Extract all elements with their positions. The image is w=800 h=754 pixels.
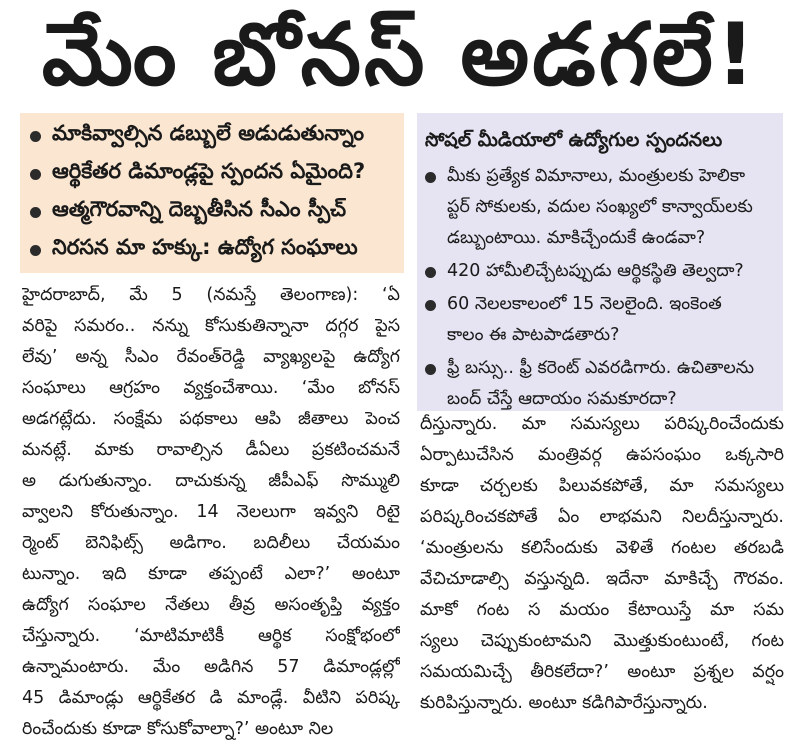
- bullet-icon: [30, 131, 41, 142]
- article-line: కూడా చర్చలకు పిలువకపోతే, మా సమస్యలు: [420, 476, 784, 496]
- article-line: 45 డిమాండ్లు ఆర్థికేతర డి మాండ్లే. వీటిని పరిష్క: [22, 688, 400, 708]
- article-line: టున్నాం. ఇది కూడా తప్పంటే ఎలా?’ అంటూ: [22, 564, 400, 584]
- article-line: సమయమిచ్చే తీరికలేదా?’ అంటూ ప్రశ్నల వర్షం: [420, 662, 784, 682]
- article-line: కురిపిస్తున్నారు. అంటూ కడిగిపారేస్తున్నారు.: [420, 693, 708, 713]
- article-line: సంఘాలు ఆగ్రహం వ్యక్తంచేశాయి. ‘మేం బోనస్: [22, 378, 400, 398]
- highlight-item: [30, 155, 394, 193]
- article-line: ఉన్నామంటారు. మేం అడిగిన 57 డిమాండ్లల్లో: [22, 657, 400, 677]
- article-line: చేస్తున్నారు. ‘మాటిమాటికీ ఆర్థిక సంక్షోభంలో: [22, 626, 400, 646]
- article-line: వేచిచూడాల్సి వస్తున్నది. ఇదేనా మాకిచ్చే గౌరవం.: [420, 569, 784, 589]
- social-box-title: సోషల్ మీడియాలో ఉద్యోగుల స్పందనలు: [425, 129, 723, 151]
- article-line: మాకో గంట స మయం కేటాయిస్తే మా సమ: [420, 600, 784, 620]
- bullet-icon: [425, 364, 436, 375]
- social-media-box: [417, 113, 783, 411]
- bullet-icon: [30, 245, 41, 256]
- social-item-line: 60 నెలలకాలంలో 15 నెలలైంది. ఇంకెంత: [447, 294, 722, 314]
- article-line: దీస్తున్నారు. మా సమస్యలు పరిష్కరించేందుకు: [420, 414, 784, 434]
- article-line: అడగట్లేదు. సంక్షేమ పథకాలు ఆపి జీతాలు పెంచ: [22, 409, 400, 429]
- highlight-text: నిరసన మా హక్కు: ఉద్యోగ సంఘాలు: [52, 235, 358, 259]
- social-item: [425, 161, 775, 254]
- bullet-icon: [425, 300, 436, 311]
- article-line: ఉద్యోగ సంఘాల నేతలు తీవ్ర అసంతృప్తి వ్యక్తం: [22, 595, 400, 615]
- article-line: ఏర్పాటుచేసిన మంత్రివర్గ ఉపసంఘం ఒక్కసారి: [420, 445, 784, 465]
- article-line: లేవు’ అన్న సీఎం రేవంత్‌రెడ్డి వ్యాఖ్యలపై ఉద్యోగ: [22, 347, 400, 367]
- article-line: ర్మెంట్ బెనిఫిట్స్ అడిగాం. బదిలీలు చేయమం: [22, 533, 400, 553]
- bullet-icon: [30, 169, 41, 180]
- social-item: [425, 353, 775, 415]
- article-line: ‘మంత్రులను కలిసేందుకు వెళితే గంటల తరబడి: [420, 538, 784, 558]
- highlight-text: ఆత్మగౌరవాన్ని దెబ్బతీసిన సీఎం స్పీచ్: [52, 197, 347, 221]
- highlight-text: ఆర్థికేతర డిమాండ్లపై స్పందన ఏమైంది?: [52, 159, 366, 183]
- social-item-line: కాలం ఈ పాటపాడతారు?: [447, 325, 620, 345]
- social-item-line: బంద్ చేస్తే ఆదాయం సమకూరదా?: [447, 389, 677, 409]
- highlight-item: [30, 193, 394, 231]
- article-line: రించేందుకు కూడా కోసుకోవాల్నా?’ అంటూ నిల: [22, 719, 334, 739]
- highlight-text: మాకివ్వాల్సిన డబ్బులే అడుడుతున్నాం: [52, 121, 365, 145]
- article-column-right: [420, 409, 784, 719]
- article-line: పరిష్కరించకపోతే ఏం లాభమని నిలదీస్తున్నారు.: [420, 507, 784, 527]
- article-line: స్యలు చెప్పుకుంటామని మొత్తుకుంటుంటే, గంట: [420, 631, 784, 651]
- social-item: [425, 256, 775, 287]
- article-line: మనట్లే. మాకు రావాల్సిన డీఏలు ప్రకటించమనే: [22, 440, 400, 460]
- highlights-box: [20, 113, 404, 273]
- bullet-icon: [425, 267, 436, 278]
- headline: మేం బోనస్ అడగలే!: [41, 5, 759, 105]
- bullet-icon: [425, 172, 436, 183]
- social-item: [425, 289, 775, 351]
- highlight-item: [30, 231, 394, 269]
- social-item-line: 420 హామీలిచ్చేటప్పుడు ఆర్థికస్థితి తెల్వదా?: [447, 261, 744, 281]
- highlight-item: [30, 117, 394, 155]
- article-line: అ డుగుతున్నాం. దాచుకున్న జీపీఎఫ్ సొమ్ములి: [22, 471, 400, 491]
- article-line: హైదరాబాద్, మే 5 (నమస్తే తెలంగాణ): ‘ఏ: [22, 285, 400, 305]
- social-item-line: మీకు ప్రత్యేక విమానాలు, మంత్రులకు హెలికా: [447, 166, 746, 186]
- article-column-left: [22, 280, 400, 745]
- social-item-line: ప్టర్ సోకులకు, వదుల సంఖ్యలో కాన్వాయ్‌లకు: [447, 197, 753, 217]
- article-line: వరిపై సమరం.. నన్ను కోసుకుతిన్నానా దగ్గర పైస: [22, 316, 400, 336]
- social-item-line: ఫ్రీ బస్సు.. ఫ్రీ కరెంట్ ఎవరడిగారు. ఉచితాలను: [447, 358, 755, 378]
- bullet-icon: [30, 207, 41, 218]
- article-line: వ్వాలని కోరుతున్నాం. 14 నెలలుగా ఇవ్వని రిటై: [22, 502, 400, 522]
- social-item-line: డబ్బుంటాయి. మాకిచ్చేందుకే ఉండవా?: [447, 228, 706, 248]
